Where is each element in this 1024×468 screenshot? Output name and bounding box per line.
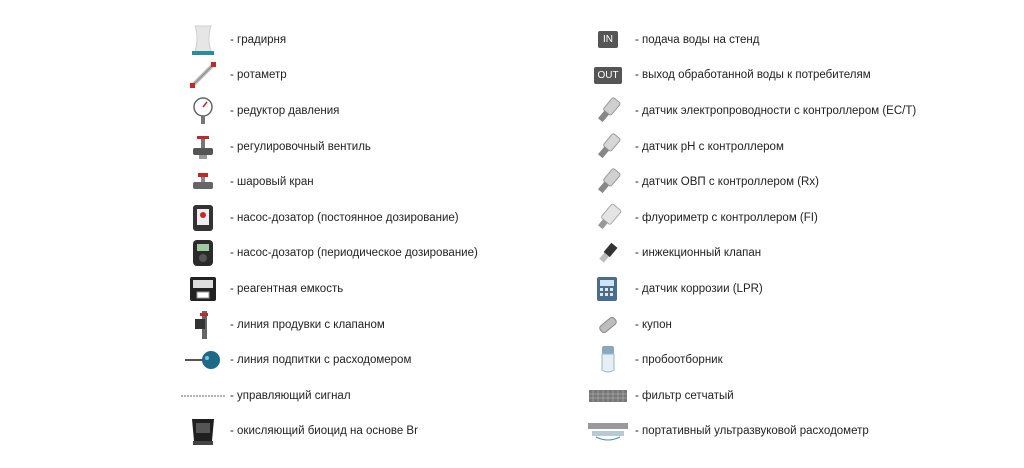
corrosion-sensor-icon (585, 272, 631, 306)
injection-valve-icon (585, 236, 631, 270)
legend-item: - инжекционный клапан (585, 236, 1005, 272)
cooling-tower-icon (180, 23, 226, 57)
reagent-tank-icon (180, 272, 226, 306)
sampler-icon (585, 343, 631, 377)
ultrasonic-flowmeter-icon (585, 414, 631, 448)
legend-item: - окисляющий биоцид на основе Br (180, 414, 560, 450)
water-out-icon: OUT (585, 58, 631, 92)
legend-item: - реагентная емкость (180, 271, 560, 307)
dosing-pump-periodic-icon (180, 236, 226, 270)
legend-item: - редуктор давления (180, 93, 560, 129)
biocide-feeder-icon (180, 414, 226, 448)
legend-item: - фильтр сетчатый (585, 378, 1005, 414)
makeup-line-icon (180, 343, 226, 377)
legend-item: - датчик коррозии (LPR) (585, 271, 1005, 307)
legend-item: - управляющий сигнал (180, 378, 560, 414)
conductivity-sensor-icon (585, 94, 631, 128)
pressure-reducer-icon (180, 94, 226, 128)
legend-item: IN - подача воды на стенд (585, 22, 1005, 58)
orp-sensor-icon (585, 165, 631, 199)
rotameter-icon (180, 58, 226, 92)
ph-sensor-icon (585, 130, 631, 164)
legend-item: - линия подпитки с расходомером (180, 342, 560, 378)
legend-item: - градирня (180, 22, 560, 58)
legend-left-column (180, 22, 560, 449)
blowdown-line-icon (180, 308, 226, 342)
legend-item: - купон (585, 307, 1005, 343)
dosing-pump-constant-icon (180, 201, 226, 235)
control-valve-icon (180, 130, 226, 164)
water-in-icon: IN (585, 23, 631, 57)
coupon-icon (585, 308, 631, 342)
legend-item: - пробоотборник (585, 342, 1005, 378)
legend-item: - ротаметр (180, 58, 560, 94)
legend-item: - линия продувки с клапаном (180, 307, 560, 343)
legend-item: - датчик электропроводности с контроллером (EC/T) (585, 93, 1005, 129)
legend-item: - шаровый кран (180, 164, 560, 200)
control-signal-icon (180, 379, 226, 413)
legend-item: - насос-дозатор (постоянное дозирование) (180, 200, 560, 236)
fluorometer-icon (585, 201, 631, 235)
legend-item: - флуориметр с контроллером (FI) (585, 200, 1005, 236)
legend-item: OUT - выход обработанной воды к потребителям (585, 58, 1005, 94)
legend-item: - регулировочный вентиль (180, 129, 560, 165)
legend-right-column (585, 22, 1005, 449)
legend-item: - портативный ультразвуковой расходометр (585, 414, 1005, 450)
legend-item: - датчик pH с контроллером (585, 129, 1005, 165)
mesh-filter-icon (585, 379, 631, 413)
legend-item: - насос-дозатор (периодическое дозирование) (180, 236, 560, 272)
ball-valve-icon (180, 165, 226, 199)
legend-item: - датчик ОВП с контроллером (Rx) (585, 164, 1005, 200)
